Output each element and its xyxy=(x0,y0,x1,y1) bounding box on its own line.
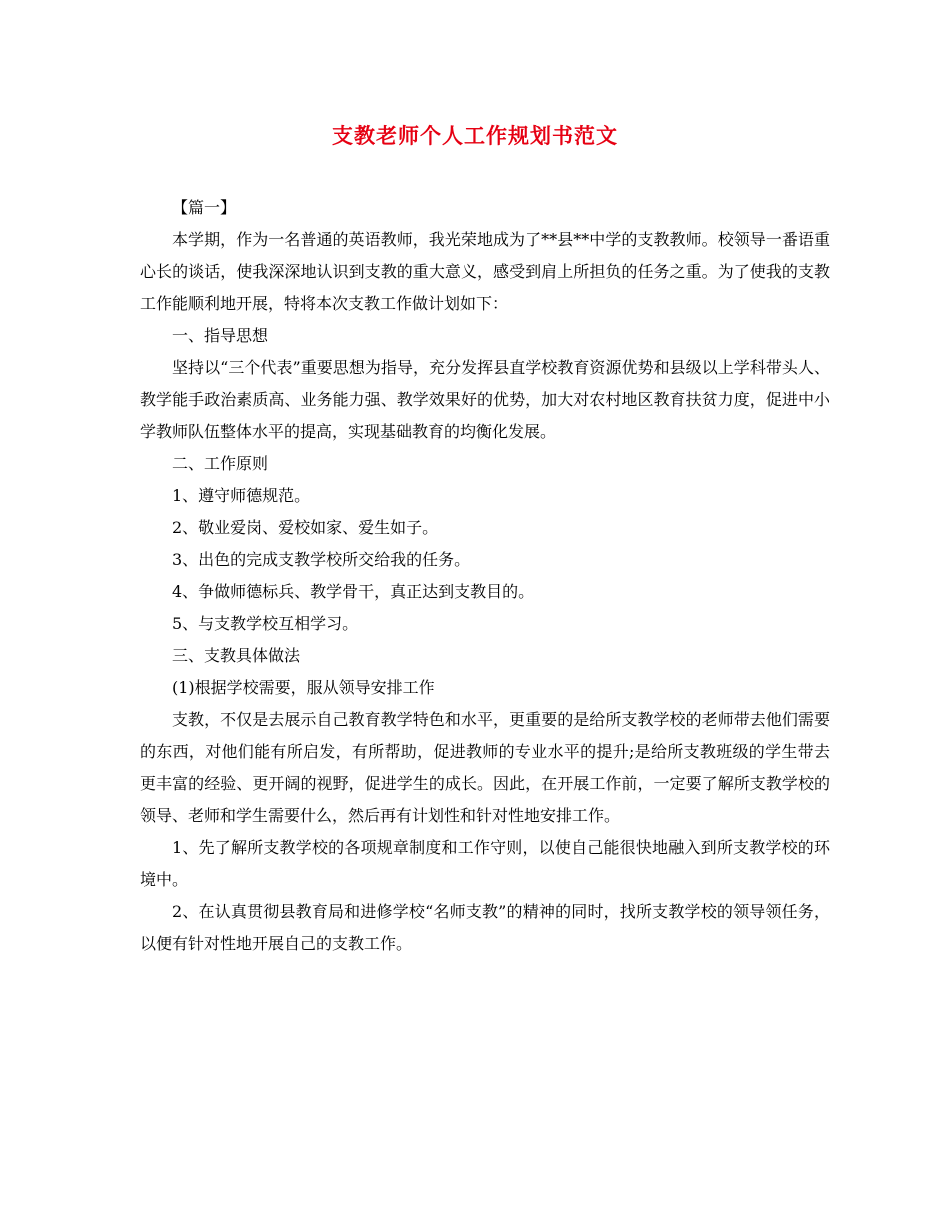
list-item: 1、遵守师德规范。 xyxy=(172,486,311,505)
list-item: 3、出色的完成支教学校所交给我的任务。 xyxy=(172,550,471,569)
document-body xyxy=(140,192,830,960)
section-heading: 一、指导思想 xyxy=(172,326,269,345)
document-title: 支教老师个人工作规划书范文 xyxy=(332,123,618,148)
section-label: 【篇一】 xyxy=(172,198,237,217)
list-item: 5、与支教学校互相学习。 xyxy=(172,614,359,633)
section-heading: 二、工作原则 xyxy=(172,454,269,473)
section-heading: 三、支教具体做法 xyxy=(172,646,301,665)
list-item: 2、敬业爱岗、爱校如家、爱生如子。 xyxy=(172,518,439,537)
paragraph: 1、先了解所支教学校的各项规章制度和工作守则，以使自己能很快地融入到所支教学校的环境中。 xyxy=(140,838,830,889)
paragraph: 本学期，作为一名普通的英语教师，我光荣地成为了**县**中学的支教教师。校领导一番语重心长的谈话，使我深深地认识到支教的重大意义，感受到肩上所担负的任务之重。为了使我的支教工作能顺利地开展，特将本次支教工作做计划如下： xyxy=(140,230,830,313)
list-item: 4、争做师德标兵、教学骨干，真正达到支教目的。 xyxy=(172,582,535,601)
paragraph: 坚持以“三个代表”重要思想为指导，充分发挥县直学校教育资源优势和县级以上学科带头人、教学能手政治素质高、业务能力强、教学效果好的优势，加大对农村地区教育扶贫力度，促进中小学教师队伍整体水平的提高，实现基础教育的均衡化发展。 xyxy=(140,358,830,441)
subsection-heading: (1)根据学校需要，服从领导安排工作 xyxy=(172,678,435,697)
paragraph: 2、在认真贯彻县教育局和进修学校“名师支教”的精神的同时，找所支教学校的领导领任务，以便有针对性地开展自己的支教工作。 xyxy=(140,902,830,953)
paragraph: 支教，不仅是去展示自己教育教学特色和水平，更重要的是给所支教学校的老师带去他们需要的东西，对他们能有所启发，有所帮助，促进教师的专业水平的提升;是给所支教班级的学生带去更丰富的经验、更开阔的视野，促进学生的成长。因此，在开展工作前，一定要了解所支教学校的领导、老师和学生需要什么，然后再有计划性和针对性地安排工作。 xyxy=(140,710,830,825)
